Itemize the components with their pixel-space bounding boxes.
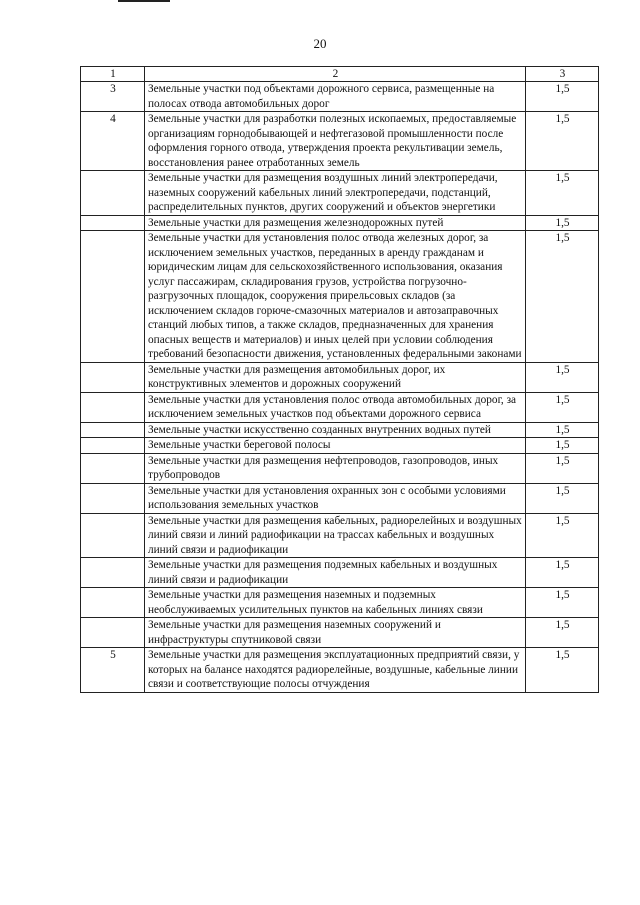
row-number [81, 392, 145, 422]
row-description: Земельные участки для размещения железнодорожных путей [145, 215, 526, 231]
header-col-3: 3 [526, 67, 599, 82]
table-row [81, 112, 599, 171]
row-coefficient: 1,5 [526, 231, 599, 363]
row-description: Земельные участки для размещения нефтепроводов, газопроводов, иных трубопроводов [145, 453, 526, 483]
table-row [81, 513, 599, 558]
row-description: Земельные участки для размещения подземных кабельных и воздушных линий связи и радиофикации [145, 558, 526, 588]
top-edge-mark [118, 0, 170, 2]
row-coefficient: 1,5 [526, 112, 599, 171]
row-coefficient: 1,5 [526, 215, 599, 231]
row-description: Земельные участки для установления охранных зон с особыми условиями использования земельных участков [145, 483, 526, 513]
row-coefficient: 1,5 [526, 483, 599, 513]
table-row [81, 618, 599, 648]
table-row [81, 648, 599, 693]
row-coefficient: 1,5 [526, 648, 599, 693]
row-coefficient: 1,5 [526, 588, 599, 618]
row-coefficient: 1,5 [526, 453, 599, 483]
row-description: Земельные участки для размещения наземных и подземных необслуживаемых усилительных пунктов на кабельных линиях связи [145, 588, 526, 618]
row-number [81, 483, 145, 513]
table-row [81, 82, 599, 112]
row-coefficient: 1,5 [526, 82, 599, 112]
row-number [81, 618, 145, 648]
row-number [81, 422, 145, 438]
row-number: 5 [81, 648, 145, 693]
row-number [81, 588, 145, 618]
row-coefficient: 1,5 [526, 171, 599, 216]
row-description: Земельные участки для установления полос отвода автомобильных дорог, за исключением земельных участков под объектами дорожного сервиса [145, 392, 526, 422]
row-coefficient: 1,5 [526, 558, 599, 588]
table-row [81, 171, 599, 216]
table-row [81, 588, 599, 618]
table-row [81, 362, 599, 392]
header-col-1: 1 [81, 67, 145, 82]
row-description: Земельные участки для размещения наземных сооружений и инфраструктуры спутниковой связи [145, 618, 526, 648]
table-row [81, 231, 599, 363]
row-description: Земельные участки для разработки полезных ископаемых, предоставляемые организациям горнодобывающей и нефтегазовой промышленности после оформления горного отвода, утверждения проекта рекультивации земель, восстановления ранее отработанных земель [145, 112, 526, 171]
row-number [81, 453, 145, 483]
row-coefficient: 1,5 [526, 618, 599, 648]
table-header-row [81, 67, 599, 82]
header-col-2: 2 [145, 67, 526, 82]
row-number [81, 171, 145, 216]
row-number [81, 215, 145, 231]
row-number [81, 513, 145, 558]
table-row [81, 215, 599, 231]
row-coefficient: 1,5 [526, 438, 599, 454]
row-description: Земельные участки для размещения эксплуатационных предприятий связи, у которых на балансе находятся радиорелейные, воздушные, кабельные линии связи и соответствующие полосы отчуждения [145, 648, 526, 693]
table-row [81, 483, 599, 513]
row-description: Земельные участки для размещения воздушных линий электропередачи, наземных сооружений кабельных линий электропередачи, подстанций, распределительных пунктов, других сооружений и объектов энергетики [145, 171, 526, 216]
row-number [81, 558, 145, 588]
row-coefficient: 1,5 [526, 513, 599, 558]
table-row [81, 438, 599, 454]
row-number [81, 438, 145, 454]
table-row [81, 422, 599, 438]
row-description: Земельные участки для размещения кабельных, радиорелейных и воздушных линий связи и линий радиофикации на трассах кабельных и воздушных линий связи и радиофикации [145, 513, 526, 558]
table-row [81, 558, 599, 588]
row-number [81, 362, 145, 392]
row-description: Земельные участки для размещения автомобильных дорог, их конструктивных элементов и дорожных сооружений [145, 362, 526, 392]
rates-table [80, 66, 599, 693]
row-description: Земельные участки под объектами дорожного сервиса, размещенные на полосах отвода автомобильных дорог [145, 82, 526, 112]
page-number: 20 [313, 36, 327, 51]
row-number: 4 [81, 112, 145, 171]
table-row [81, 392, 599, 422]
row-coefficient: 1,5 [526, 422, 599, 438]
row-coefficient: 1,5 [526, 392, 599, 422]
table-row [81, 453, 599, 483]
row-description: Земельные участки искусственно созданных внутренних водных путей [145, 422, 526, 438]
row-number: 3 [81, 82, 145, 112]
row-number [81, 231, 145, 363]
row-description: Земельные участки береговой полосы [145, 438, 526, 454]
row-description: Земельные участки для установления полос отвода железных дорог, за исключением земельных участков, переданных в аренду гражданам и юридическим лицам для сельскохозяйственного использования, оказания услуг пассажирам, складирования грузов, устройства погрузочно-разгрузочных площадок, сооружения прирельсовых складов (за исключением складов горюче-смазочных материалов и автозаправочных станций любых типов, а также складов, предназначенных для хранения опасных веществ и материалов) и иных целей при условии соблюдения требований безопасности движения, установленных федеральными законами [145, 231, 526, 363]
row-coefficient: 1,5 [526, 362, 599, 392]
